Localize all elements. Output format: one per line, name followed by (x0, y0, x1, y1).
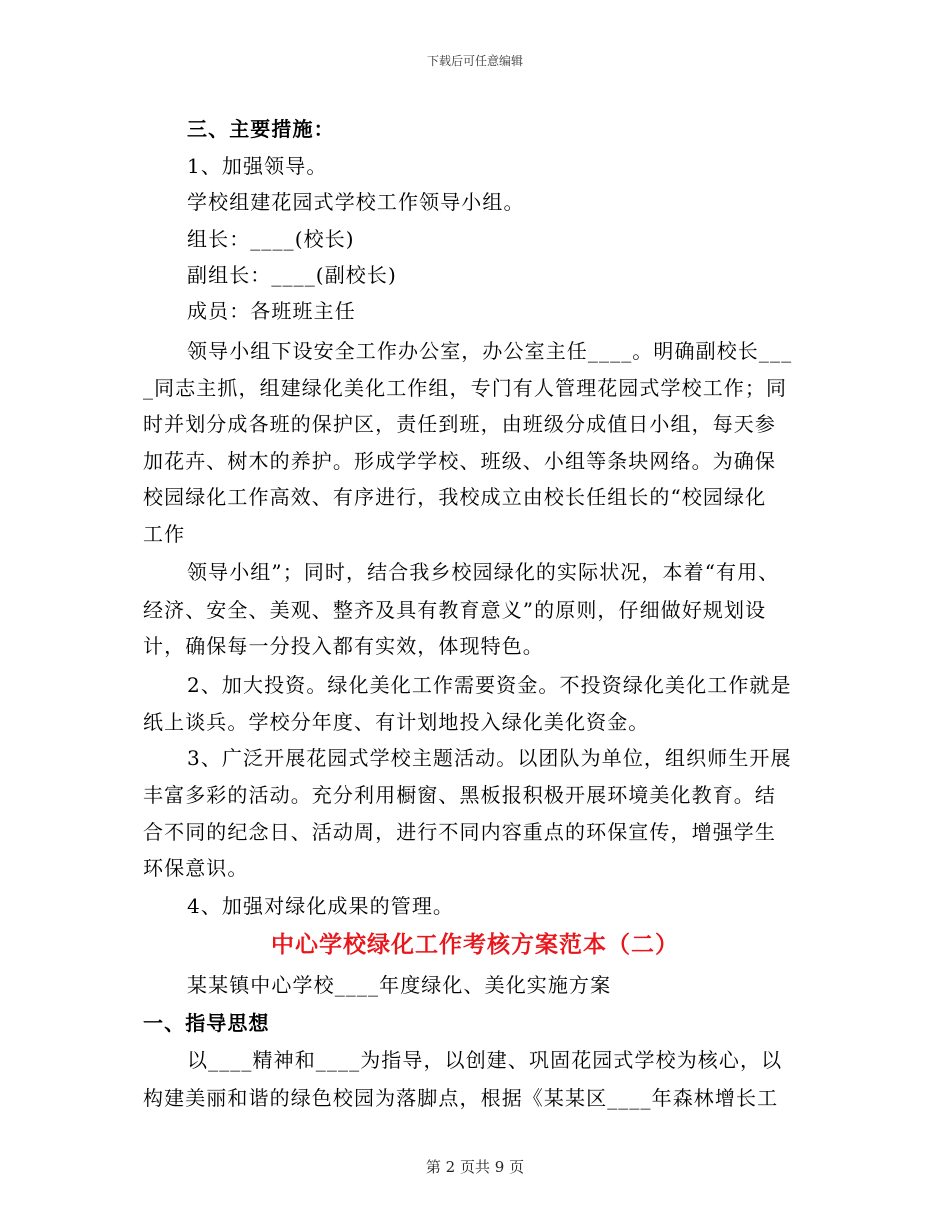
text-line: 成员：各班班主任 (187, 299, 356, 323)
text-line: 校园绿化工作高效、有序进行，我校成立由校长任组长的“校园绿化 (143, 485, 767, 509)
text-line: 2、加大投资。绿化美化工作需要资金。不投资绿化美化工作就是 (187, 673, 792, 697)
text-line: 学校组建花园式学校工作领导小组。 (187, 190, 525, 214)
text-line: 经济、安全、美观、整齐及具有教育意义”的原则，仔细做好规划设 (143, 598, 767, 622)
section-heading-measures: 三、主要措施： (187, 117, 335, 141)
text-line: 3、广泛开展花园式学校主题活动。以团队为单位，组织师生开展 (187, 746, 792, 770)
text-line: 加花卉、树木的养护。形成学学校、班级、小组等条块网络。为确保 (143, 449, 776, 473)
text-line: 时并划分成各班的保护区，责任到班，由班级分成值日小组，每天参 (143, 412, 776, 436)
text-line: 组长：____(校长) (187, 227, 355, 251)
text-line: 以____精神和____为指导，以创建、巩固花园式学校为核心，以 (187, 1048, 783, 1072)
text-line: 纸上谈兵。学校分年度、有计划地投入绿化美化资金。 (143, 710, 650, 734)
text-line: 丰富多彩的活动。充分利用橱窗、黑板报积极开展环境美化教育。结 (143, 783, 776, 807)
text-line: 构建美丽和谐的绿色校园为落脚点，根据《某某区____年森林增长工 (143, 1086, 779, 1110)
text-line: 4、加强对绿化成果的管理。 (187, 894, 455, 918)
text-line: 领导小组”；同时，结合我乡校园绿化的实际状况，本着“有用、 (187, 560, 780, 584)
text-line: 计，确保每一分投入都有实效，体现特色。 (143, 634, 544, 658)
document-title: 中心学校绿化工作考核方案范本（二） (271, 932, 679, 958)
text-line: 合不同的纪念日、活动周，进行不同内容重点的环保宣传，增强学生 (143, 820, 776, 844)
page-footer: 第 2 页共 9 页 (425, 1158, 525, 1176)
text-line: _同志主抓，组建绿化美化工作组，专门有人管理花园式学校工作；同 (143, 376, 788, 400)
text-line: 某某镇中心学校____年度绿化、美化实施方案 (187, 973, 612, 997)
text-line: 1、加强领导。 (187, 154, 328, 178)
text-line: 副组长：____(副校长) (187, 263, 397, 287)
text-line: 领导小组下设安全工作办公室，办公室主任____。明确副校长___ (187, 339, 793, 363)
text-line: 环保意识。 (143, 856, 249, 880)
page-header: 下载后可任意编辑 (426, 54, 523, 68)
section-heading-guiding: 一、指导思想 (143, 1011, 270, 1035)
text-line: 工作 (143, 522, 186, 546)
